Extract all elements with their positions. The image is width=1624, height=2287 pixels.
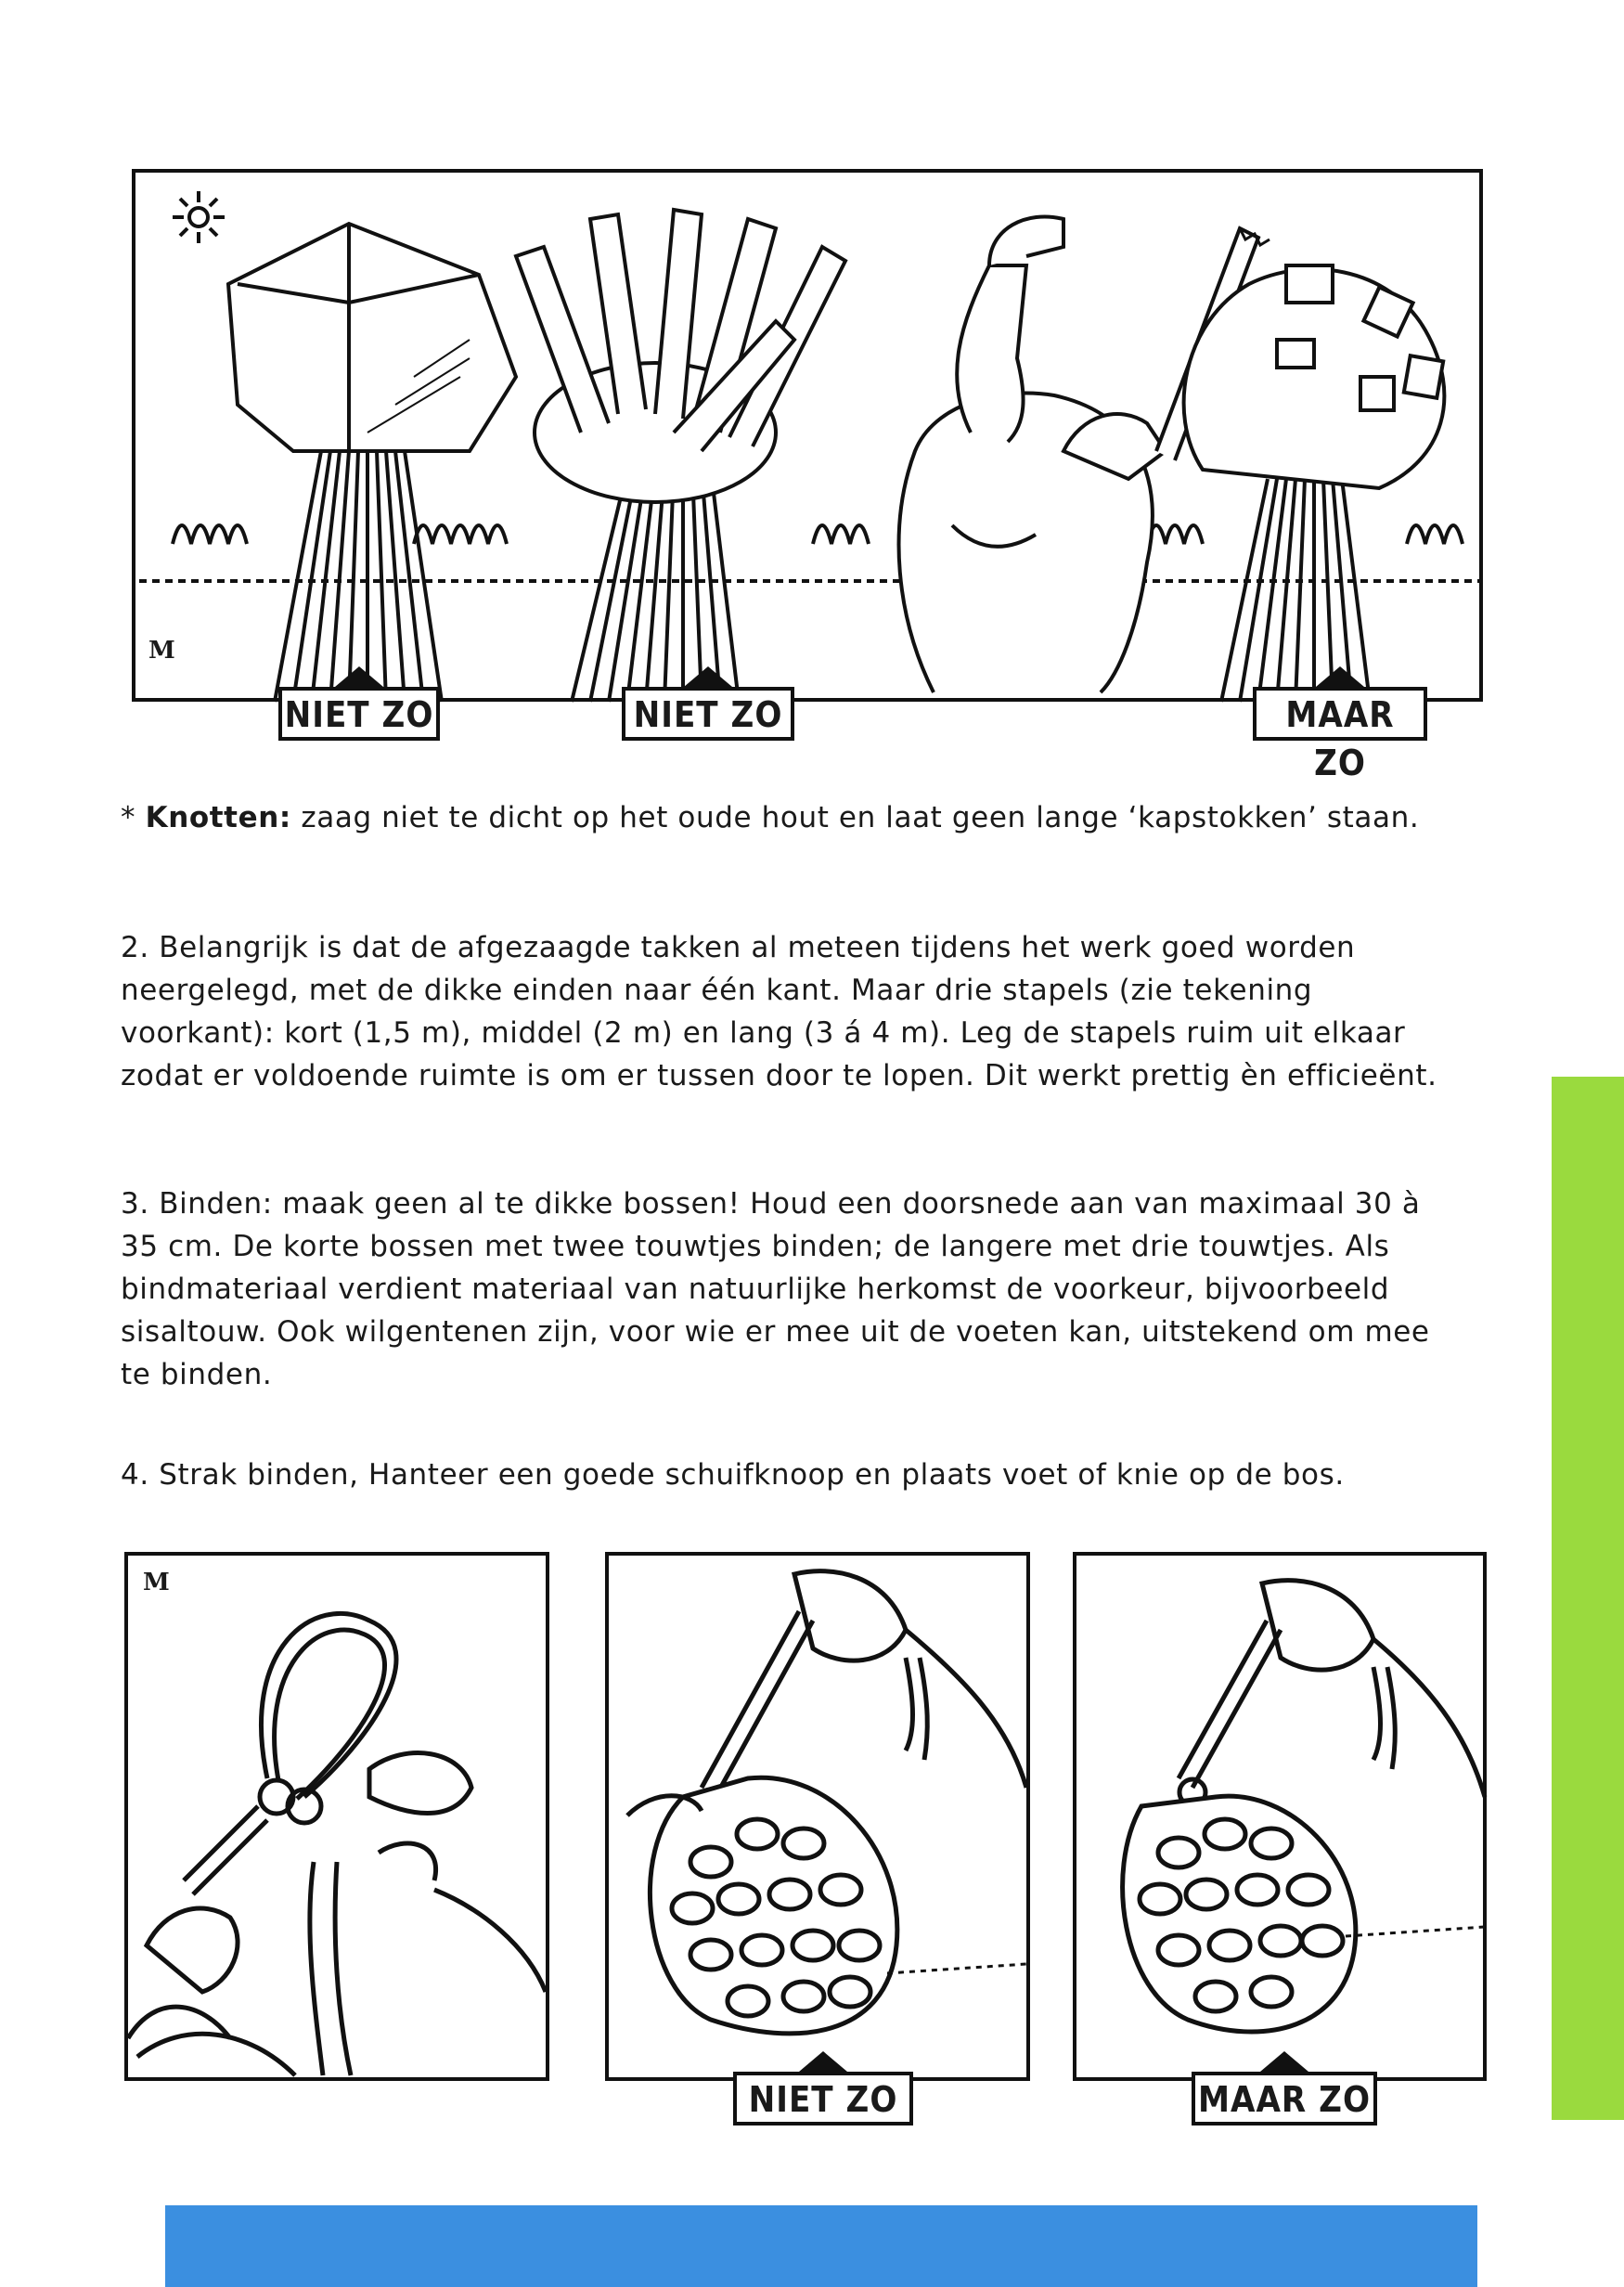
knotten-heading: Knotten:: [145, 801, 291, 834]
artist-monogram: M: [148, 637, 175, 665]
sun-icon: [189, 208, 208, 226]
bundle-maar-zo-drawing: [1076, 1556, 1490, 2085]
sign-maar-zo-bottom: MAAR ZO: [1192, 2072, 1377, 2125]
sign-maar-zo: MAAR ZO: [1253, 687, 1427, 741]
asterisk-marker: *: [121, 801, 136, 834]
sign-niet-zo-bottom: NIET ZO: [733, 2072, 913, 2125]
paragraph-4: 4. Strak binden, Hanteer een goede schuifknoop en plaats voet of knie op de bos.: [121, 1458, 1345, 1492]
sign-niet-zo-2: NIET ZO: [622, 687, 794, 741]
paragraph-2: 2. Belangrijk is dat de afgezaagde takken al meteen tijdens het werk goed worden neergelegd, met de dikke einden naar één kant. Maar drie stapels (zie tekening voorkant): kort (1,5 m), middel (2 m) en lang (3 á 4 m). Leg de stapels ruim uit elkaar zodat er voldoende ruimte is om er tussen door te lopen. Dit werkt prettig èn efficieënt.: [121, 931, 1437, 1092]
green-side-bar: [1552, 1077, 1624, 2120]
artist-monogram-bottom: M: [143, 1569, 170, 1596]
slip-knot-drawing: [128, 1556, 553, 2085]
blue-footer-bar: [165, 2205, 1477, 2287]
pollard-willows-drawing: [135, 173, 1487, 705]
knot-panel: [124, 1552, 549, 2081]
pollarding-illustration: [132, 169, 1483, 702]
knotten-text: zaag niet te dicht op het oude hout en laat geen lange ‘kapstokken’ staan.: [301, 801, 1420, 834]
bundle-wrong-panel: [605, 1552, 1030, 2081]
bundle-right-panel: [1073, 1552, 1487, 2081]
paragraph-3: 3. Binden: maak geen al te dikke bossen! Houd een doorsnede aan van maximaal 30 à 35 cm. De korte bossen met twee touwtjes binden; de langere met drie touwtjes. Als bindmateriaal verdient materiaal van natuurlijke herkomst de voorkeur, bijvoorbeeld sisaltouw. Ook wilgentenen zijn, voor wie er mee uit de voeten kan, uitstekend om mee te binden.: [121, 1187, 1430, 1391]
paragraph-knotten: [121, 796, 1474, 839]
bundle-niet-zo-drawing: [609, 1556, 1034, 2085]
sign-niet-zo-1: NIET ZO: [278, 687, 440, 741]
